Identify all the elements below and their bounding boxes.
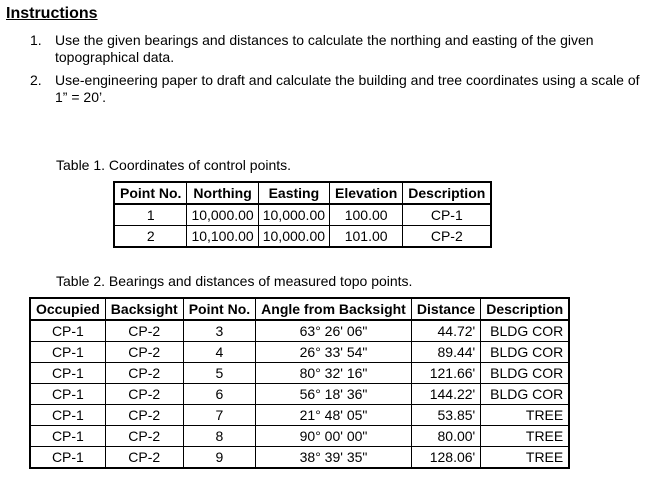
table-cell: CP-2: [105, 363, 183, 384]
table-cell: 1: [114, 204, 187, 226]
column-header: Point No.: [183, 298, 255, 320]
instruction-number: 1.: [30, 32, 42, 48]
topo-points-table: [29, 297, 570, 469]
table-cell: CP-2: [105, 426, 183, 447]
table-cell: 144.22': [411, 384, 480, 405]
table-cell: 10,000.00: [258, 204, 329, 226]
table-row: [30, 342, 569, 363]
table-cell: 9: [183, 447, 255, 469]
table-cell: 21° 48' 05": [256, 405, 412, 426]
table-cell: 121.66': [411, 363, 480, 384]
column-header: Backsight: [105, 298, 183, 320]
table-row: [30, 320, 569, 342]
table-row: [30, 384, 569, 405]
table-cell: TREE: [481, 426, 570, 447]
table-cell: 26° 33' 54": [256, 342, 412, 363]
column-header: Description: [481, 298, 570, 320]
table-header-row: [114, 182, 491, 204]
table-cell: 2: [114, 226, 187, 248]
table-cell: 53.85': [411, 405, 480, 426]
column-header: Angle from Backsight: [256, 298, 412, 320]
table-cell: 44.72': [411, 320, 480, 342]
control-points-table: [113, 181, 492, 248]
table-cell: CP-1: [30, 363, 105, 384]
table-cell: CP-1: [30, 426, 105, 447]
table-cell: CP-2: [105, 447, 183, 469]
table2-caption: Table 2. Bearings and distances of measured topo points.: [56, 273, 413, 289]
column-header: Occupied: [30, 298, 105, 320]
column-header: Elevation: [330, 182, 403, 204]
table-header-row: [30, 298, 569, 320]
table-cell: CP-1: [30, 447, 105, 469]
table-cell: 10,000.00: [187, 204, 258, 226]
table-cell: 80.00': [411, 426, 480, 447]
table-row: [30, 426, 569, 447]
table-cell: 8: [183, 426, 255, 447]
table-cell: BLDG COR: [481, 363, 570, 384]
table-row: [114, 204, 491, 226]
table-cell: BLDG COR: [481, 320, 570, 342]
table-row: [30, 447, 569, 469]
instruction-number: 2.: [30, 72, 42, 88]
table-cell: CP-1: [30, 320, 105, 342]
table1-caption: Table 1. Coordinates of control points.: [56, 157, 292, 173]
table-cell: 63° 26' 06": [256, 320, 412, 342]
instruction-item: [30, 32, 640, 66]
table-cell: 80° 32' 16": [256, 363, 412, 384]
table-cell: CP-2: [105, 320, 183, 342]
table-cell: 90° 00' 00": [256, 426, 412, 447]
table-cell: BLDG COR: [481, 384, 570, 405]
column-header: Easting: [258, 182, 329, 204]
column-header: Northing: [187, 182, 258, 204]
instructions-list: [30, 32, 640, 106]
table-cell: 56° 18' 36": [256, 384, 412, 405]
table-cell: CP-1: [30, 342, 105, 363]
column-header: Description: [403, 182, 492, 204]
table-cell: 7: [183, 405, 255, 426]
instruction-item: [30, 72, 640, 106]
table-cell: 3: [183, 320, 255, 342]
table-cell: CP-1: [30, 405, 105, 426]
column-header: Distance: [411, 298, 480, 320]
table-row: [114, 226, 491, 248]
table-cell: 128.06': [411, 447, 480, 469]
table-cell: 6: [183, 384, 255, 405]
table-cell: CP-2: [105, 342, 183, 363]
table-cell: CP-1: [403, 204, 492, 226]
table-cell: CP-2: [105, 384, 183, 405]
table-cell: 101.00: [330, 226, 403, 248]
table-cell: 100.00: [330, 204, 403, 226]
table-cell: 10,100.00: [187, 226, 258, 248]
instruction-text: Use-engineering paper to draft and calculate the building and tree coordinates using a scale of 1” = 20’.: [55, 72, 640, 105]
table-cell: BLDG COR: [481, 342, 570, 363]
table-cell: 10,000.00: [258, 226, 329, 248]
table-row: [30, 405, 569, 426]
instruction-text: Use the given bearings and distances to calculate the northing and easting of the given topographical data.: [55, 32, 594, 65]
instructions-heading: Instructions: [6, 5, 98, 22]
table-cell: CP-1: [30, 384, 105, 405]
table-cell: 89.44': [411, 342, 480, 363]
table-cell: TREE: [481, 405, 570, 426]
table-cell: CP-2: [403, 226, 492, 248]
table-cell: 5: [183, 363, 255, 384]
table-cell: 38° 39' 35": [256, 447, 412, 469]
table-cell: 4: [183, 342, 255, 363]
table-cell: CP-2: [105, 405, 183, 426]
table-row: [30, 363, 569, 384]
table-cell: TREE: [481, 447, 570, 469]
column-header: Point No.: [114, 182, 187, 204]
topo-points-body: [30, 320, 569, 468]
